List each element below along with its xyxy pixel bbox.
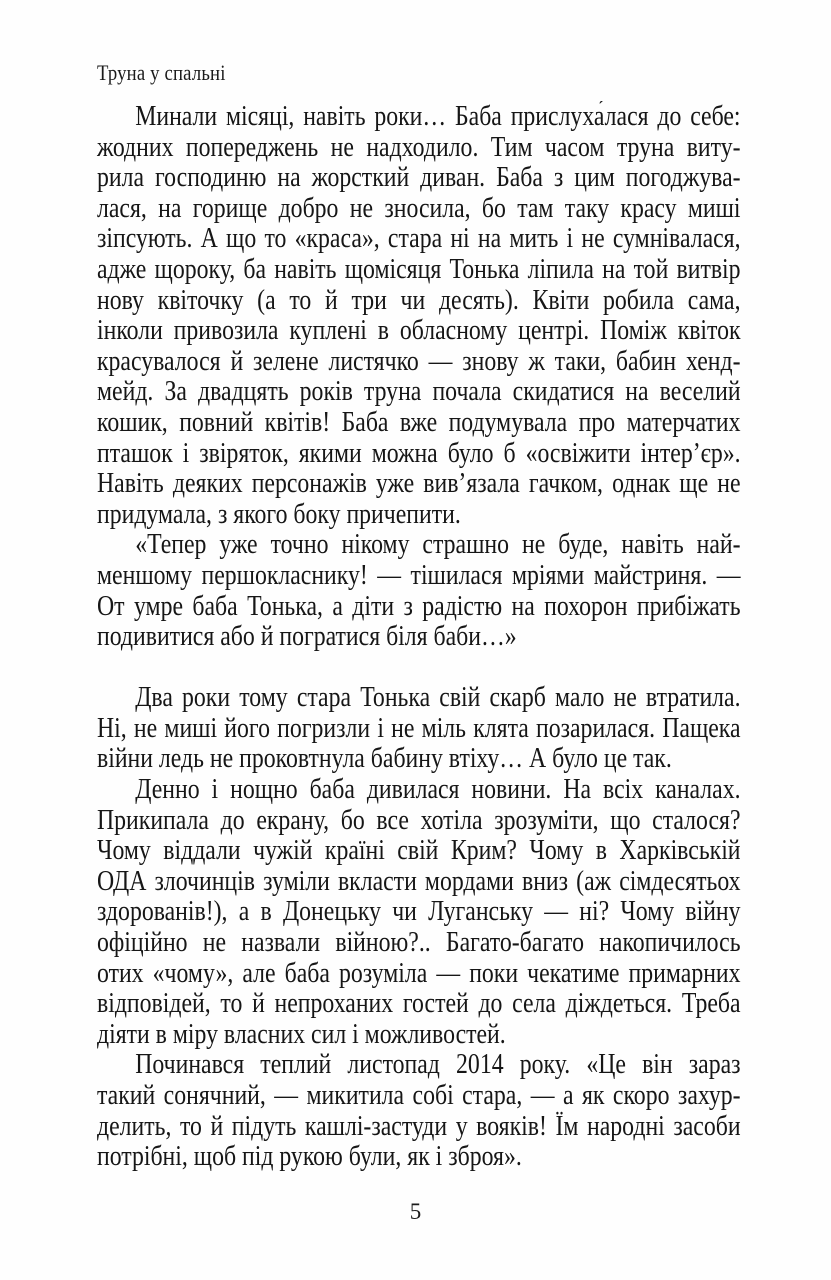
page-number: 5 [409, 1199, 422, 1224]
text-line: Два роки тому стара Тонька свій скарб мало не втратила. [135, 682, 741, 714]
text-line: жодних попереджень не надходило. Тим часом труна виту- [97, 131, 741, 163]
text-line: Ні, не миші його погризли і не міль клята позарилася. Пащека [97, 712, 741, 744]
text-line: рила господиню на жорсткий диван. Баба з цим погоджува- [97, 162, 741, 194]
text-line: зіпсують. А що то «краса», стара ні на мить і не сумнівалася, [97, 223, 741, 255]
text-line: інколи привозила куплені в обласному центрі. Поміж квіток [97, 315, 741, 347]
text-line: такий сонячний, — микитила собі стара, — а як скоро захур- [97, 1080, 741, 1111]
text-line: придумала, з якого боку причепити. [97, 498, 461, 530]
text-line: діяти в міру власних сил і можливостей. [97, 1018, 506, 1050]
text-line: «Тепер уже точно нікому страшно не буде, навіть най- [135, 529, 741, 561]
text-line: красувалося й зелене листячко — знову ж таки, бабин хенд- [97, 345, 741, 377]
text-line: здорованів!), а в Донецьку чи Луганську — ні? Чому війну [97, 896, 741, 928]
text-line: війни ледь не проковтнула бабину втіху… А було це так. [97, 743, 672, 775]
paragraph [97, 102, 741, 530]
text-line: Чому віддали чужій країні свій Крим? Чому в Харківській [97, 835, 741, 867]
running-header: Труна у спальні [97, 60, 226, 85]
paragraph [97, 1050, 741, 1172]
text-line: ОДА злочинців зуміли вкласти мордами вниз (аж сімдесятьох [97, 865, 741, 897]
text-line: Денно і нощно баба дивилася новини. На всіх каналах. [135, 774, 741, 806]
text-line: Починався теплий листопад 2014 року. «Це він зараз [135, 1049, 741, 1081]
text-line: кошик, повний квітів! Баба вже подумувала про матерчатих [97, 406, 741, 438]
text-line: Прикипала до екрану, бо все хотіла зрозуміти, що сталося? [97, 804, 741, 836]
text-line: лася, на горище добро не зносила, бо там таку красу миші [97, 192, 741, 224]
paragraph [97, 530, 741, 652]
text-line: відповідей, то й непроханих гостей до села діждеться. Треба [97, 988, 741, 1020]
text-line: адже щороку, ба навіть щомісяця Тонька ліпила на той витвір [97, 253, 741, 285]
text-line: отих «чому», але баба розуміла — поки чекатиме примарних [97, 957, 741, 989]
text-line: офіційно не назвали війною?.. Багато-багато накопичилось [97, 927, 741, 959]
paragraph [97, 683, 741, 775]
text-line: Навіть деяких персонажів уже вив’язала гачком, однак ще не [97, 468, 741, 500]
text-line: Минали місяці, навіть роки… Баба прислуха́лася до себе: [135, 101, 741, 132]
body-text-block [97, 102, 741, 1173]
text-line: потрібні, щоб під рукою були, як і зброя». [97, 1141, 522, 1173]
text-line: От умре баба Тонька, а діти з радістю на похорон прибіжать [97, 590, 741, 622]
text-line: мейд. За двадцять років труна почала скидатися на веселий [97, 376, 741, 408]
text-line: меншому першокласнику! — тішилася мріями майстриня. — [97, 559, 741, 591]
text-line: пташок і звіряток, якими можна було б «освіжити інтер’єр». [97, 437, 741, 469]
text-line: подивитися або й погратися біля баби…» [97, 621, 517, 653]
paragraph [97, 775, 741, 1050]
text-line: делить, то й підуть кашлі-застуди у вояків! Їм народні засоби [97, 1110, 741, 1142]
text-line: нову квіточку (а то й три чи десять). Квіти робила сама, [97, 284, 741, 316]
